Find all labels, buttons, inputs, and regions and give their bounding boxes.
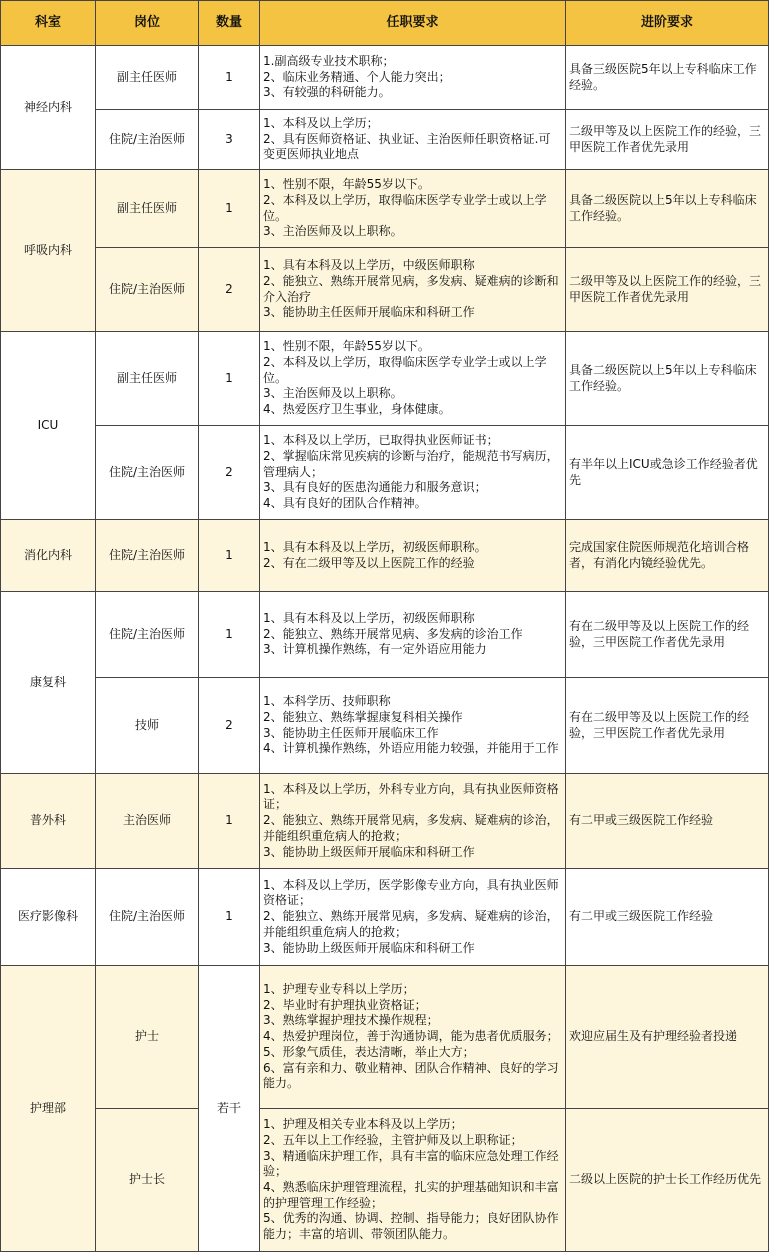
advancement-cell: 有在二级甲等及以上医院工作的经验，三甲医院工作者优先录用 [566,678,769,774]
requirements-text: 1、具有本科及以上学历，初级医师职称。 2、有在二级甲等及以上医院工作的经验 [263,539,487,570]
table-row [1,869,769,966]
requirements-cell [260,248,566,332]
requirements-text: 1、本科及以上学历，外科专业方向，具有执业医师资格证； 2、能独立、熟练开展常见病，多发病、疑难病的诊治，并能组织重危病人的抢救； 3、能协助上级医师开展临床和科研工作 [263,781,559,859]
count-cell: 2 [199,678,260,774]
position-cell: 住院/主治医师 [96,592,199,678]
table-row [1,332,769,426]
requirements-text: 1、本科及以上学历，已取得执业医师证书； 2、掌握临床常见疾病的诊断与治疗，能规范书写病历，管理病人； 3、具有良好的医患沟通能力和服务意识； 4、具有良好的团队合作精神。 [263,433,559,511]
table-row [1,678,769,774]
count-cell: 1 [199,774,260,869]
table-row [1,592,769,678]
position-cell: 护士长 [96,1109,199,1252]
requirements-text: 1、护理及相关专业本科及以上学历； 2、五年以上工作经验，主管护师及以上职称证； 3、精通临床护理工作，具有丰富的临床应急处理工作经验； 4、熟悉临床护理管理流程，扎实的护理基础知识和丰富的护理管理工作经验； 5、优秀的沟通、协调、控制、指导能力；良好团队协作能力；丰富的培训、带领团队能力。 [263,1117,559,1242]
dept-cell: 医疗影像科 [1,869,96,966]
requirements-text: 1、具有本科及以上学历，中级医师职称 2、能独立、熟练开展常见病，多发病、疑难病的诊断和介入治疗 3、能协助主任医师开展临床和科研工作 [263,258,559,320]
position-cell: 住院/主治医师 [96,520,199,592]
advancement-cell: 二级以上医院的护士长工作经历优先 [566,1109,769,1252]
count-cell: 1 [199,520,260,592]
dept-cell: 护理部 [1,966,96,1252]
advancement-cell: 完成国家住院医师规范化培训合格者，有消化内镜经验优先。 [566,520,769,592]
requirements-text: 1、性别不限，年龄55岁以下。 2、本科及以上学历，取得临床医学专业学士或以上学位。 3、主治医师及以上职称。 [263,177,547,239]
requirements-cell [260,1109,566,1252]
count-cell: 1 [199,46,260,110]
count-cell: 1 [199,869,260,966]
dept-cell: 呼吸内科 [1,170,96,332]
requirements-cell [260,520,566,592]
count-cell: 2 [199,248,260,332]
advancement-cell: 有在二级甲等及以上医院工作的经验，三甲医院工作者优先录用 [566,592,769,678]
position-cell: 技师 [96,678,199,774]
position-cell: 住院/主治医师 [96,426,199,520]
position-cell: 副主任医师 [96,46,199,110]
count-cell: 2 [199,426,260,520]
dept-cell: ICU [1,332,96,520]
requirements-cell [260,426,566,520]
requirements-cell [260,592,566,678]
position-cell: 主治医师 [96,774,199,869]
dept-cell: 神经内科 [1,46,96,170]
position-cell: 住院/主治医师 [96,110,199,170]
header-count: 数量 [199,1,260,46]
table-row [1,46,769,110]
requirements-text: 1、本科及以上学历，医学影像专业方向，具有执业医师资格证； 2、能独立、熟练开展常见病，多发病、疑难病的诊治，并能组织重危病人的抢救； 3、能协助上级医师开展临床和科研工作 [263,877,559,955]
advancement-cell: 有二甲或三级医院工作经验 [566,869,769,966]
requirements-cell [260,110,566,170]
table-row [1,966,769,1109]
table-row [1,248,769,332]
requirements-text: 1.副高级专业技术职称； 2、临床业务精通、个人能力突出； 3、有较强的科研能力。 [263,53,451,100]
header-advancement: 进阶要求 [566,1,769,46]
requirements-cell [260,869,566,966]
requirements-cell [260,170,566,248]
advancement-cell: 二级甲等及以上医院工作的经验，三甲医院工作者优先录用 [566,248,769,332]
header-requirements: 任职要求 [260,1,566,46]
dept-cell: 康复科 [1,592,96,774]
dept-cell: 普外科 [1,774,96,869]
advancement-cell: 具备二级医院以上5年以上专科临床工作经验。 [566,332,769,426]
position-cell: 住院/主治医师 [96,248,199,332]
header-position: 岗位 [96,1,199,46]
advancement-cell: 欢迎应届生及有护理经验者投递 [566,966,769,1109]
requirements-text: 1、性别不限，年龄55岁以下。 2、本科及以上学历，取得临床医学专业学士或以上学位。 3、主治医师及以上职称。 4、热爱医疗卫生事业，身体健康。 [263,339,547,417]
count-cell: 1 [199,170,260,248]
table-row [1,520,769,592]
count-cell: 1 [199,332,260,426]
requirements-text: 1、具有本科及以上学历，初级医师职称 2、能独立、熟练开展常见病、多发病的诊治工作 3、计算机操作熟练，有一定外语应用能力 [263,610,523,657]
requirements-text: 1、本科及以上学历； 2、具有医师资格证、执业证、主治医师任职资格证.可变更医师执业地点 [263,115,551,162]
advancement-cell: 具备二级医院以上5年以上专科临床工作经验。 [566,170,769,248]
dept-cell: 消化内科 [1,520,96,592]
advancement-cell: 有半年以上ICU或急诊工作经验者优先 [566,426,769,520]
header-row [1,1,769,46]
advancement-cell: 有二甲或三级医院工作经验 [566,774,769,869]
position-cell: 护士 [96,966,199,1109]
count-cell: 1 [199,592,260,678]
requirements-cell [260,332,566,426]
requirements-text: 1、护理专业专科以上学历； 2、毕业时有护理执业资格证； 3、熟练掌握护理技术操作规程； 4、热爱护理岗位，善于沟通协调，能为患者优质服务； 5、形象气质佳，表达清晰，举止大方； 6、富有亲和力、敬业精神、团队合作精神、良好的学习能力。 [263,982,559,1091]
position-cell: 副主任医师 [96,332,199,426]
position-cell: 副主任医师 [96,170,199,248]
count-cell: 若干 [199,966,260,1252]
header-dept: 科室 [1,1,96,46]
requirements-cell [260,774,566,869]
count-cell: 3 [199,110,260,170]
requirements-cell [260,46,566,110]
table-row [1,1109,769,1252]
table-row [1,170,769,248]
advancement-cell: 二级甲等及以上医院工作的经验，三甲医院工作者优先录用 [566,110,769,170]
table-row [1,110,769,170]
requirements-text: 1、本科学历、技师职称 2、能独立、熟练掌握康复科相关操作 3、能协助主任医师开展临床工作 4、计算机操作熟练，外语应用能力较强，并能用于工作 [263,694,559,756]
table-row [1,774,769,869]
requirements-cell [260,966,566,1109]
requirements-cell [260,678,566,774]
table-row [1,426,769,520]
position-cell: 住院/主治医师 [96,869,199,966]
advancement-cell: 具备三级医院5年以上专科临床工作经验。 [566,46,769,110]
